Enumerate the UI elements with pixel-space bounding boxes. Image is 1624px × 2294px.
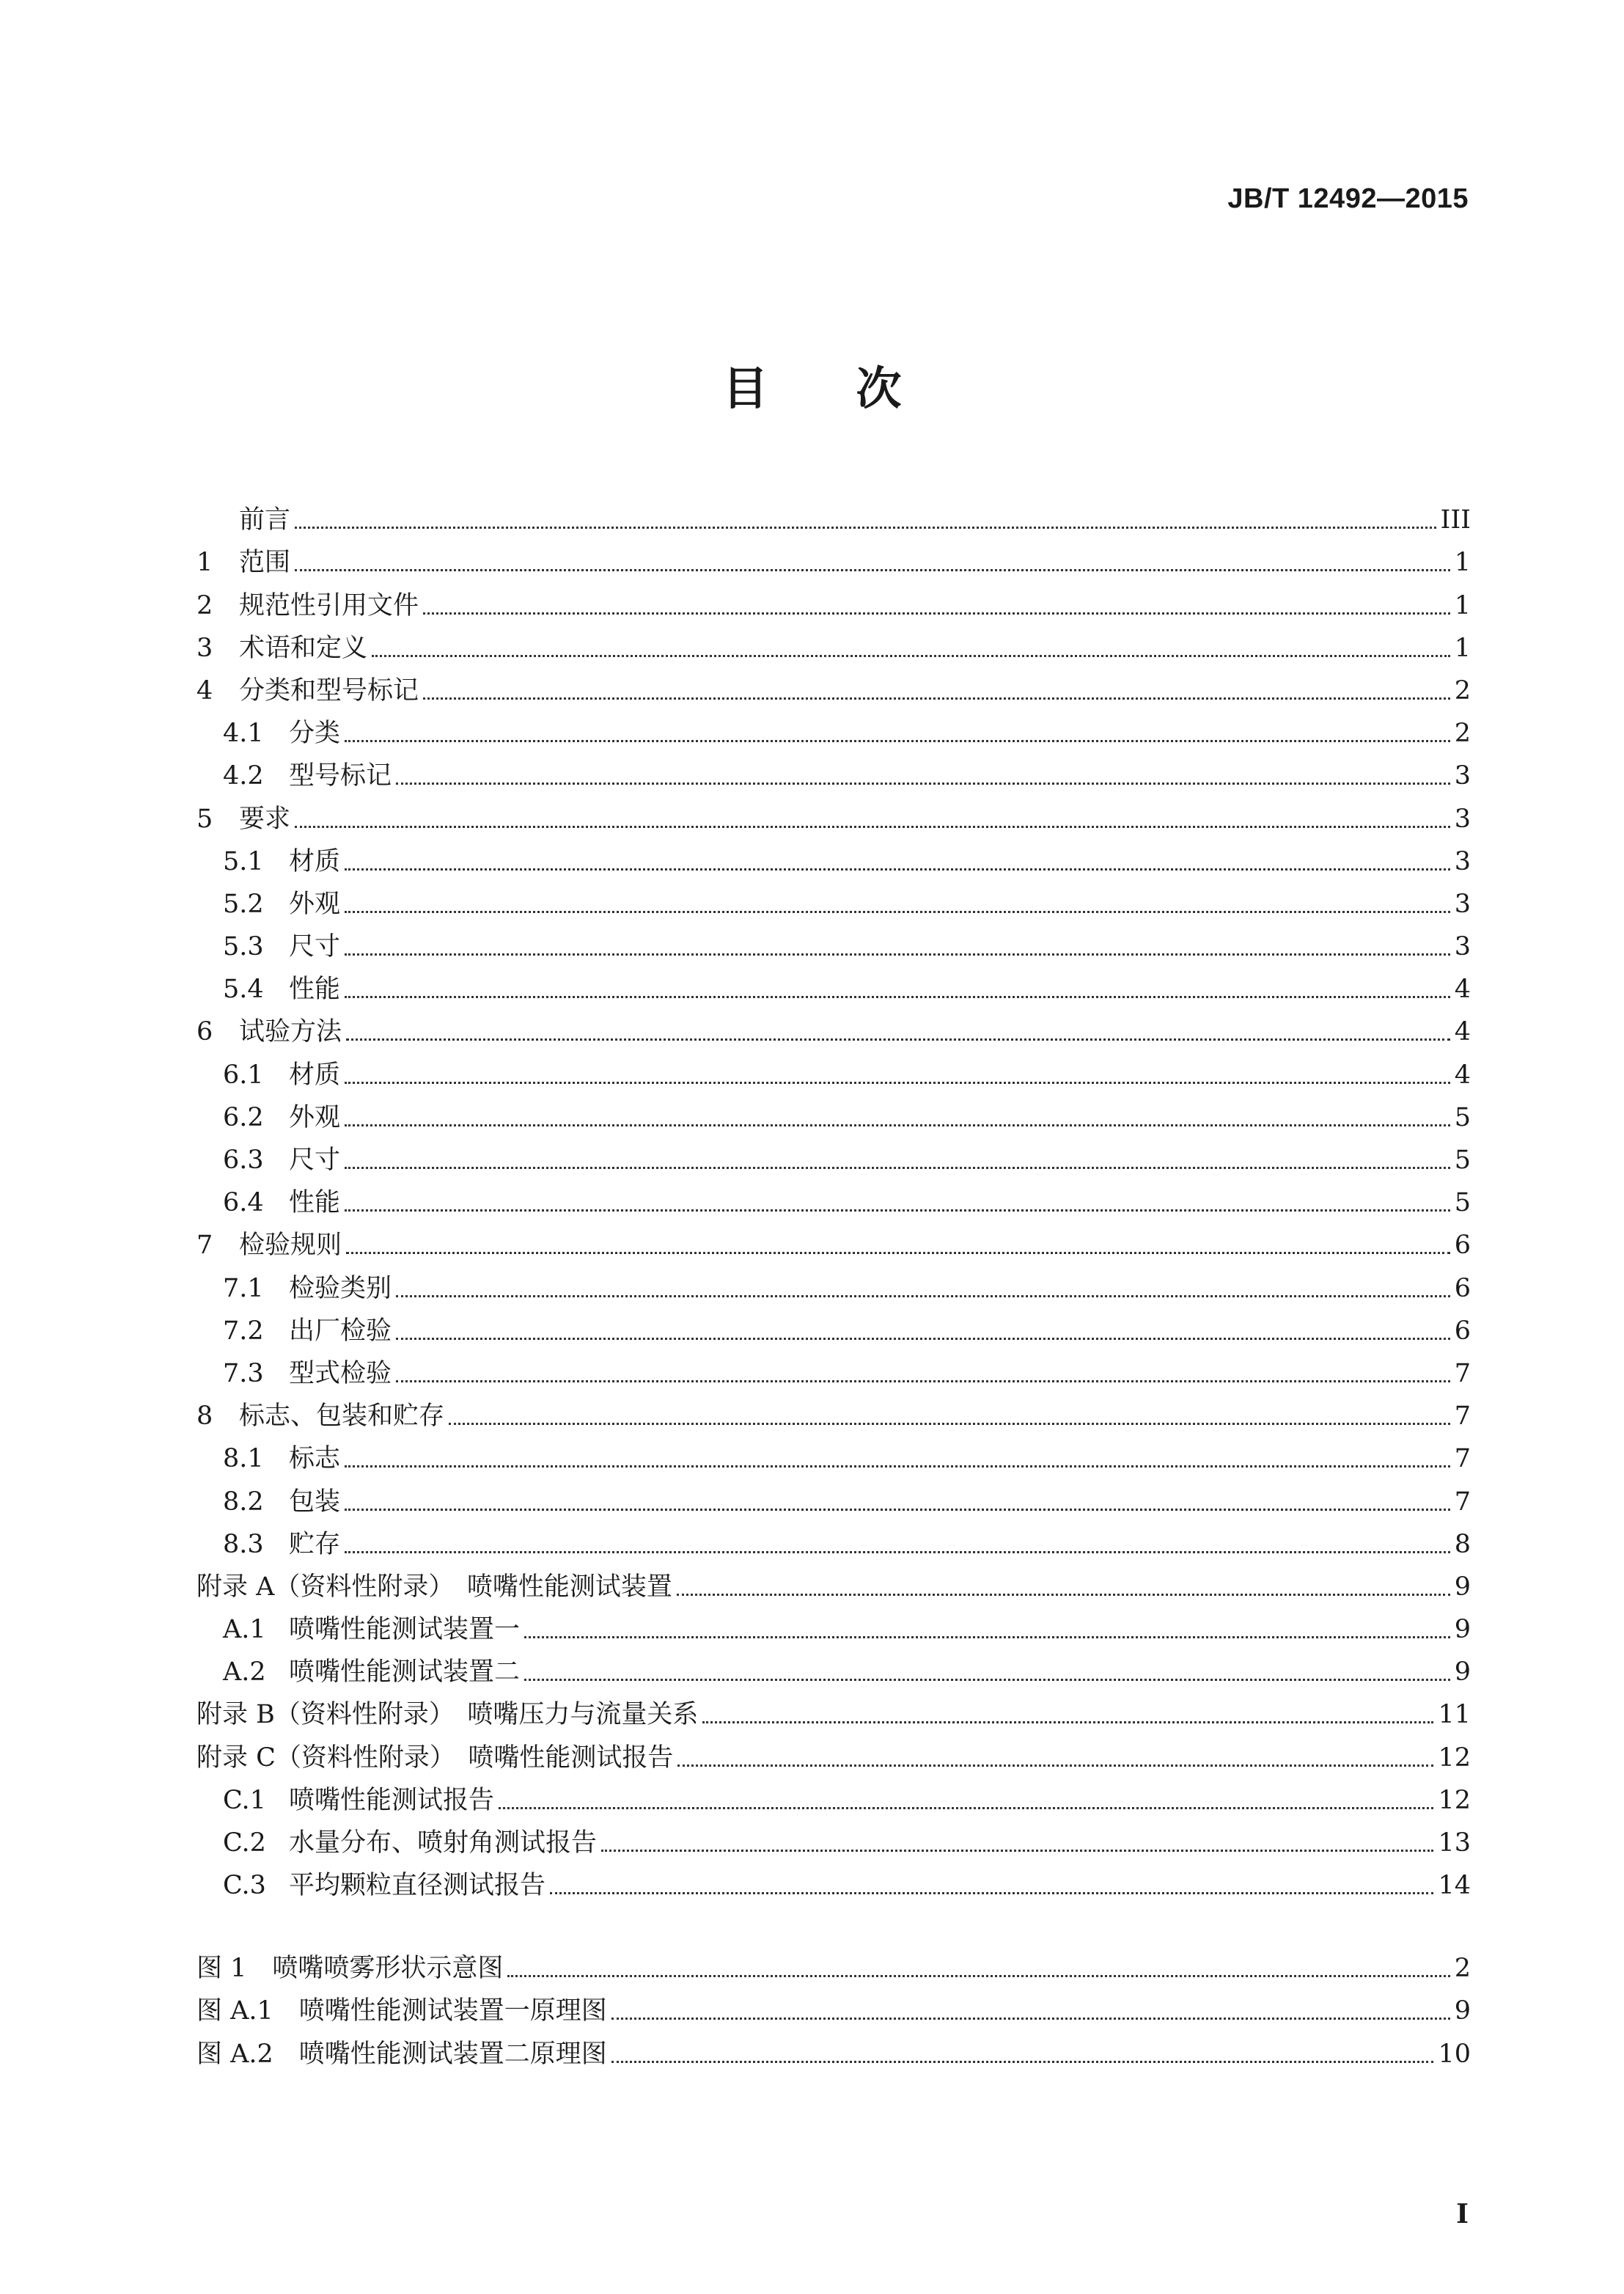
entry-number: C.3: [223, 1871, 266, 1901]
entry-page-number: 3: [1454, 889, 1471, 919]
entry-title: 检验规则: [239, 1231, 342, 1261]
entry-page-number: 2: [1454, 675, 1471, 706]
entry-title: 附录 B（资料性附录） 喷嘴压力与流量关系: [196, 1700, 699, 1730]
toc-entry[interactable]: [196, 919, 1471, 961]
dot-leader: [396, 1338, 1450, 1340]
entry-title: 尺寸: [289, 932, 341, 962]
entry-title: 尺寸: [289, 1146, 341, 1175]
dot-leader: [524, 1679, 1450, 1681]
entry-number: 5.2: [223, 889, 264, 919]
toc-entry[interactable]: [196, 1175, 1471, 1217]
entry-page-number: 13: [1438, 1828, 1471, 1858]
entry-page-number: 6: [1454, 1231, 1471, 1261]
toc-entry[interactable]: [196, 1047, 1471, 1089]
entry-number: A.1: [223, 1615, 266, 1645]
entry-number: 5.4: [223, 975, 264, 1005]
figure-list: [196, 1941, 1471, 2069]
entry-title: 型式检验: [289, 1358, 392, 1388]
dot-leader: [423, 612, 1450, 615]
dot-leader: [295, 826, 1450, 828]
entry-title: 试验方法: [239, 1017, 342, 1047]
entry-title: 要求: [239, 804, 291, 834]
toc-entry[interactable]: [196, 706, 1471, 748]
entry-page-number: 12: [1438, 1785, 1471, 1815]
entry-title: 标志: [289, 1444, 341, 1474]
toc-entry[interactable]: [196, 1644, 1471, 1687]
toc-entry[interactable]: [196, 1687, 1471, 1729]
entry-number: C.2: [223, 1828, 266, 1858]
entry-title: 喷嘴性能测试装置一: [289, 1615, 521, 1645]
entry-title: 标志、包装和贮存: [239, 1401, 445, 1432]
toc-entry[interactable]: [196, 492, 1471, 535]
dot-leader: [345, 1465, 1450, 1467]
entry-number: 8.2: [223, 1487, 264, 1517]
dot-leader: [677, 1765, 1433, 1767]
dot-leader: [601, 1850, 1433, 1852]
dot-leader: [345, 740, 1450, 742]
entry-number: 6: [196, 1017, 213, 1047]
dot-leader: [611, 2061, 1434, 2063]
entry-page-number: 14: [1438, 1871, 1471, 1901]
entry-title: 附录 A（资料性附录） 喷嘴性能测试装置: [196, 1572, 672, 1602]
entry-number: 8.1: [223, 1444, 264, 1474]
toc-entry[interactable]: [196, 1303, 1471, 1346]
entry-page-number: 1: [1454, 590, 1471, 620]
dot-leader: [499, 1807, 1433, 1809]
entry-title: 材质: [289, 1060, 341, 1090]
entry-page-number: 2: [1454, 719, 1471, 749]
toc-entry[interactable]: [196, 1388, 1471, 1431]
entry-number: 7.2: [223, 1316, 264, 1346]
toc-entry[interactable]: [196, 834, 1471, 876]
toc-entry[interactable]: [196, 1132, 1471, 1175]
figure-entry[interactable]: [196, 2026, 1471, 2068]
entry-page-number: 4: [1454, 1060, 1471, 1090]
entry-title: 性能: [289, 1188, 341, 1218]
toc-entry[interactable]: [196, 1346, 1471, 1388]
dot-leader: [396, 1295, 1450, 1297]
entry-title: 型号标记: [289, 761, 392, 791]
toc-entry[interactable]: [196, 1815, 1471, 1858]
dot-leader: [611, 2018, 1450, 2020]
entry-page-number: 5: [1454, 1188, 1471, 1218]
entry-title: 包装: [289, 1487, 341, 1517]
entry-title: 性能: [289, 975, 341, 1005]
entry-title: 检验类别: [289, 1273, 392, 1303]
toc-entry[interactable]: [196, 1090, 1471, 1132]
figure-entry[interactable]: [196, 1983, 1471, 2026]
toc-entry[interactable]: [196, 1858, 1471, 1900]
standard-code: JB/T 12492—2015: [1227, 183, 1469, 214]
entry-number: 6.4: [223, 1188, 264, 1218]
dot-leader: [345, 911, 1450, 913]
entry-page-number: 7: [1454, 1487, 1471, 1517]
page-title: [0, 352, 1624, 417]
entry-number: A.2: [223, 1657, 266, 1687]
entry-page-number: 9: [1454, 1996, 1471, 2026]
figure-entry[interactable]: [196, 1941, 1471, 1983]
toc-entry[interactable]: [196, 577, 1471, 620]
entry-page-number: 11: [1438, 1700, 1471, 1730]
toc-entry[interactable]: [196, 1517, 1471, 1559]
dot-leader: [345, 1167, 1450, 1169]
toc-entry[interactable]: [196, 1773, 1471, 1815]
entry-page-number: 9: [1454, 1657, 1471, 1687]
entry-title: 规范性引用文件: [239, 590, 419, 620]
entry-title: 图 A.2 喷嘴性能测试装置二原理图: [196, 2039, 607, 2069]
entry-title: 外观: [289, 1102, 341, 1132]
dot-leader: [524, 1636, 1450, 1638]
entry-page-number: 5: [1454, 1102, 1471, 1132]
entry-page-number: 9: [1454, 1572, 1471, 1602]
entry-number: 6.2: [223, 1102, 264, 1132]
entry-page-number: 3: [1454, 932, 1471, 962]
entry-page-number: 3: [1454, 804, 1471, 834]
entry-page-number: 3: [1454, 761, 1471, 791]
dot-leader: [372, 655, 1450, 657]
dot-leader: [550, 1892, 1433, 1894]
entry-page-number: 4: [1454, 1017, 1471, 1047]
entry-title: 材质: [289, 846, 341, 876]
dot-leader: [345, 868, 1450, 871]
entry-title: 喷嘴性能测试报告: [289, 1785, 495, 1815]
entry-number: 3: [196, 633, 213, 663]
entry-page-number: 9: [1454, 1615, 1471, 1645]
entry-page-number: 10: [1438, 2039, 1471, 2069]
entry-title: 附录 C（资料性附录） 喷嘴性能测试报告: [196, 1743, 674, 1773]
entry-title: 外观: [289, 889, 341, 919]
toc-entry[interactable]: [196, 961, 1471, 1004]
entry-title: 前言: [239, 505, 291, 535]
entry-title: 贮存: [289, 1529, 341, 1559]
toc-entry[interactable]: [196, 1260, 1471, 1302]
dot-leader: [507, 1975, 1450, 1977]
entry-number: 7: [196, 1231, 213, 1261]
entry-page-number: 12: [1438, 1743, 1471, 1773]
entry-number: 4.2: [223, 761, 264, 791]
toc-entry[interactable]: [196, 1473, 1471, 1516]
title-char-2: 次: [856, 362, 902, 415]
entry-page-number: 4: [1454, 975, 1471, 1005]
entry-number: 5: [196, 804, 213, 834]
dot-leader: [346, 1038, 1450, 1041]
entry-number: 6.1: [223, 1060, 264, 1090]
dot-leader: [345, 1551, 1450, 1553]
entry-page-number: 5: [1454, 1146, 1471, 1175]
entry-page-number: 7: [1454, 1444, 1471, 1474]
toc-entry[interactable]: [196, 748, 1471, 791]
dot-leader: [295, 569, 1450, 571]
toc-entry[interactable]: [196, 620, 1471, 663]
entry-title: 术语和定义: [239, 633, 368, 663]
toc-entry[interactable]: [196, 1431, 1471, 1473]
entry-title: 图 A.1 喷嘴性能测试装置一原理图: [196, 1996, 607, 2026]
page-number: I: [1456, 2199, 1469, 2229]
entry-title: 平均颗粒直径测试报告: [289, 1871, 546, 1901]
dot-leader: [677, 1594, 1450, 1596]
entry-number: 5.3: [223, 932, 264, 962]
toc-entry[interactable]: [196, 876, 1471, 919]
entry-page-number: III: [1440, 505, 1471, 535]
dot-leader: [345, 953, 1450, 956]
entry-number: 6.3: [223, 1146, 264, 1175]
dot-leader: [295, 527, 1436, 529]
entry-title: 出厂检验: [289, 1316, 392, 1346]
entry-page-number: 6: [1454, 1316, 1471, 1346]
dot-leader: [345, 1509, 1450, 1511]
toc-entry[interactable]: [196, 1217, 1471, 1260]
entry-page-number: 8: [1454, 1529, 1471, 1559]
entry-number: 1: [196, 548, 213, 578]
entry-title: 图 1 喷嘴喷雾形状示意图: [196, 1954, 504, 1984]
toc-entry[interactable]: [196, 791, 1471, 833]
entry-page-number: 1: [1454, 633, 1471, 663]
entry-number: 4.1: [223, 719, 264, 749]
entry-page-number: 1: [1454, 548, 1471, 578]
entry-number: 8.3: [223, 1529, 264, 1559]
table-of-contents: [196, 492, 1471, 1900]
entry-title: 分类和型号标记: [239, 675, 419, 706]
toc-entry[interactable]: [196, 1559, 1471, 1602]
entry-number: 8: [196, 1401, 213, 1432]
entry-number: 7.3: [223, 1358, 264, 1388]
entry-number: C.1: [223, 1785, 266, 1815]
dot-leader: [396, 1380, 1450, 1382]
dot-leader: [345, 1124, 1450, 1126]
toc-entry[interactable]: [196, 1004, 1471, 1047]
dot-leader: [423, 697, 1450, 700]
entry-title: 水量分布、喷射角测试报告: [289, 1828, 598, 1858]
entry-number: 2: [196, 590, 213, 620]
entry-title: 分类: [289, 719, 341, 749]
entry-page-number: 7: [1454, 1401, 1471, 1432]
dot-leader: [345, 1082, 1450, 1084]
entry-title: 范围: [239, 548, 291, 578]
toc-entry[interactable]: [196, 1729, 1471, 1772]
dot-leader: [396, 783, 1450, 785]
toc-entry[interactable]: [196, 535, 1471, 577]
entry-number: 4: [196, 675, 213, 706]
dot-leader: [346, 1252, 1450, 1254]
entry-page-number: 7: [1454, 1358, 1471, 1388]
entry-number: 5.1: [223, 846, 264, 876]
toc-entry[interactable]: [196, 1602, 1471, 1644]
dot-leader: [345, 1209, 1450, 1212]
entry-title: 喷嘴性能测试装置二: [289, 1657, 521, 1687]
dot-leader: [449, 1423, 1450, 1425]
dot-leader: [345, 996, 1450, 998]
entry-page-number: 2: [1454, 1954, 1471, 1984]
entry-page-number: 3: [1454, 846, 1471, 876]
title-char-1: 目: [722, 362, 768, 415]
dot-leader: [702, 1721, 1433, 1723]
toc-entry[interactable]: [196, 663, 1471, 706]
entry-number: 7.1: [223, 1273, 264, 1303]
entry-page-number: 6: [1454, 1273, 1471, 1303]
